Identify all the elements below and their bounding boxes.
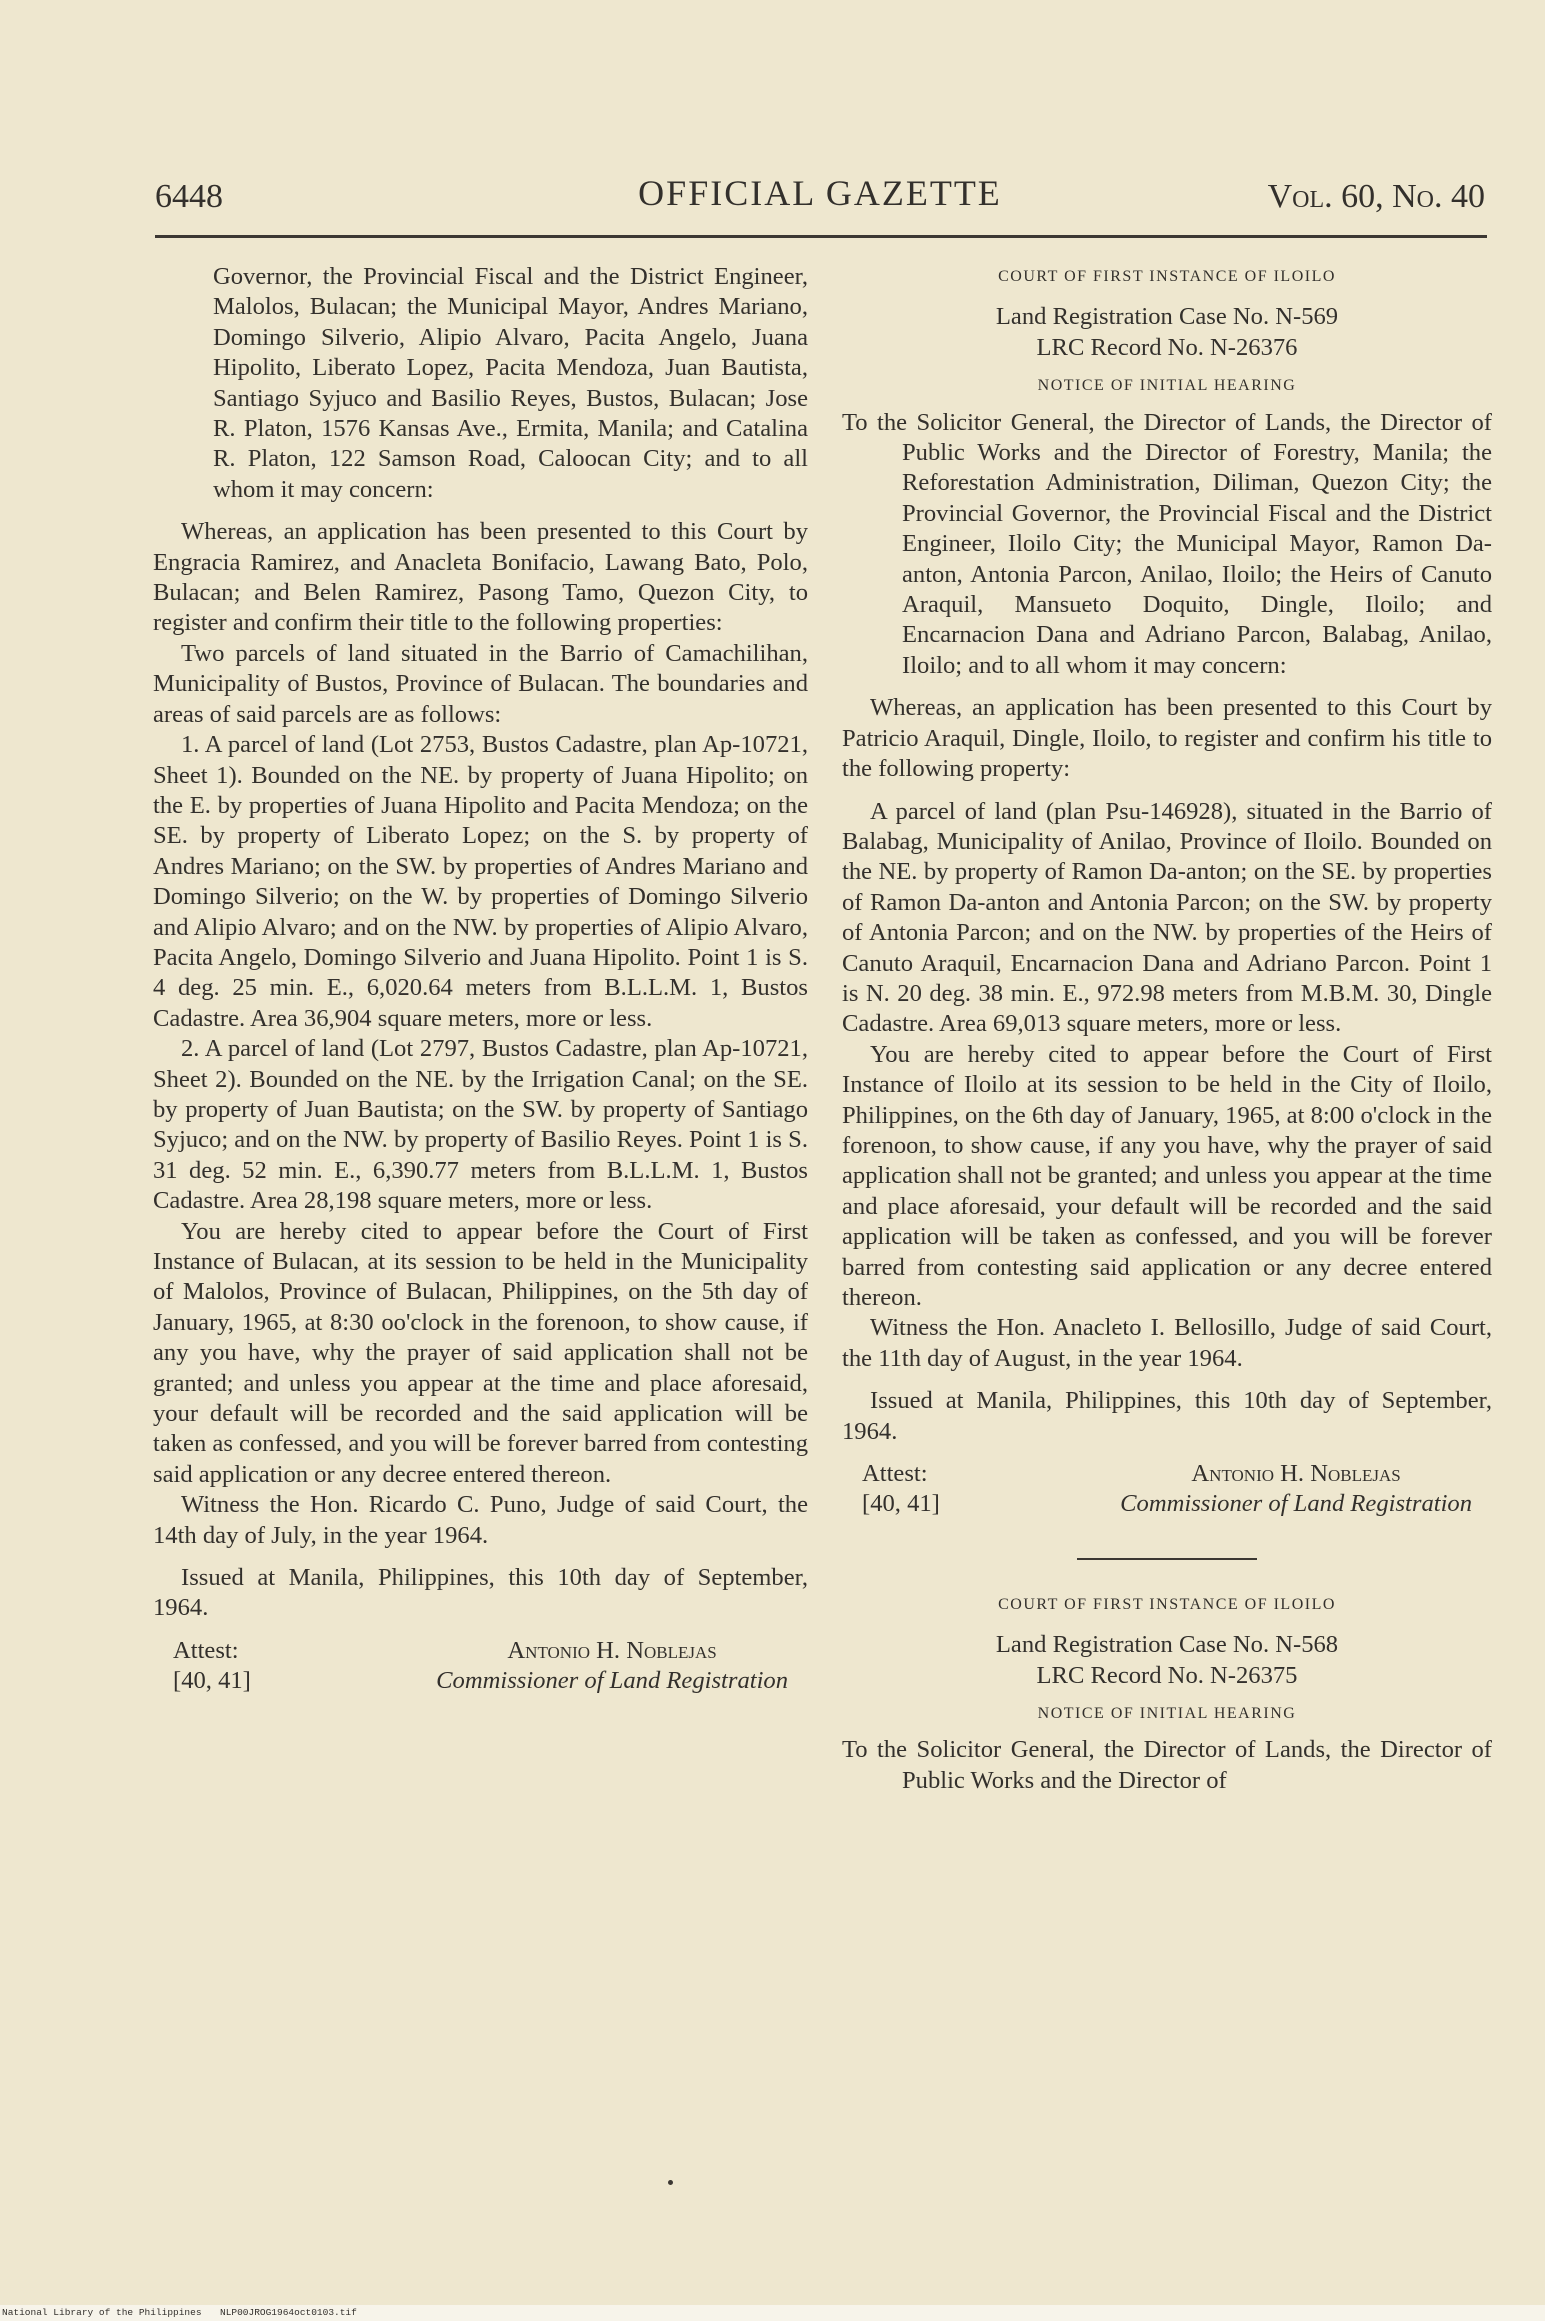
header-rule bbox=[155, 235, 1487, 238]
right-attest-block bbox=[842, 1459, 1492, 1520]
left-address: Governor, the Provincial Fiscal and the District Engineer, Malolos, Bulacan; the Municipal Mayor, Andres Mariano, Domingo Silverio, Alipio Alvaro, Pacita Angelo, Juana Hipolito, Liberato Lopez, Pacita Mendoza, Juan Bautista, Santiago Syjuco and Basilio Reyes, Bustos, Bulacan; Jose R. Platon, 1576 Kansas Ave., Ermita, Manila; and Catalina R. Platon, 122 Samson Road, Caloocan City; and to all whom it may concern: bbox=[213, 263, 808, 503]
scan-footer bbox=[0, 2305, 1545, 2321]
left-attest-ref: [40, 41] bbox=[173, 1667, 251, 1695]
left-paragraph-3: 1. A parcel of land (Lot 2753, Bustos Cadastre, plan Ap-10721, Sheet 1). Bounded on the NE. by property of Juana Hipolito; on the E. by properties of Juana Hipolito and Pacita Mendoza; on the SE. by property of Liberato Lopez; on the S. by property of Andres Mariano; on the SW. by properties of Andres Mariano and Domingo Silverio; on the W. by properties of Domingo Silverio and Alipio Alvaro; and on the NW. by properties of Alipio Alvaro, Pacita Angelo, Domingo Silverio and Juana Hipolito. Point 1 is S. 4 deg. 25 min. E., 6,020.64 meters from B.L.L.M. 1, Bustos Cadastre. Area 36,904 square meters, more or less. bbox=[153, 731, 808, 1032]
page-number: 6448 bbox=[155, 178, 223, 215]
right-notice-heading: NOTICE OF INITIAL HEARING bbox=[1037, 377, 1297, 395]
right-case-number-2: Land Registration Case No. N-568 bbox=[995, 1631, 1339, 1659]
footer-file: NLP00JROG1964oct0103.tif bbox=[220, 2307, 357, 2318]
right-notice-heading-2: NOTICE OF INITIAL HEARING bbox=[1037, 1705, 1297, 1723]
right-case-number: Land Registration Case No. N-569 bbox=[995, 303, 1339, 331]
right-address: To the Solicitor General, the Director of Lands, the Director of Public Works and the Director of Forestry, Manila; the Reforestation Administration, Diliman, Quezon City; the Provincial Governor, the Provincial Fiscal and the District Engineer, Iloilo City; the Municipal Mayor, Ramon Da-anton, Antonia Parcon, Anilao, Iloilo; the Heirs of Canuto Araquil, Mansueto Doquito, Dingle, Iloilo; and Encarnacion Dana and Adriano Parcon, Balabag, Anilao, Iloilo; and to all whom it may concern: bbox=[842, 408, 1492, 679]
page-dot bbox=[668, 2180, 673, 2185]
right-record-number-2: LRC Record No. N-26375 bbox=[1036, 1661, 1298, 1689]
right-column bbox=[842, 262, 1492, 1796]
right-paragraph-3: You are hereby cited to appear before the Court of First Instance of Iloilo at its session to be held in the City of Iloilo, Philippines, on the 6th day of January, 1965, at 8:00 o'clock in the forenoon, to show cause, if any you have, why the prayer of said application shall not be granted; and unless you appear at the time and place aforesaid, your default will be recorded and the said application will be taken as confessed, and you will be forever barred from contesting said application or any decree entered thereon. bbox=[842, 1040, 1492, 1311]
right-paragraph-5: Issued at Manila, Philippines, this 10th day of September, 1964. bbox=[842, 1387, 1492, 1445]
volume-number: Vol. 60, No. 40 bbox=[1267, 178, 1485, 215]
left-paragraph-6: Witness the Hon. Ricardo C. Puno, Judge of said Court, the 14th day of July, in the year 1964. bbox=[153, 1491, 808, 1549]
left-attest-name: Antonio H. Noblejas bbox=[507, 1636, 717, 1664]
left-paragraph-5: You are hereby cited to appear before the Court of First Instance of Bulacan, at its session to be held in the Municipality of Malolos, Province of Bulacan, Philippines, on the 5th day of January, 1965, at 8:30 oo'clock in the forenoon, to show cause, if any you have, why the prayer of said application shall not be granted; and unless you appear at the time and place aforesaid, your default will be recorded and the said application will be taken as confessed, and you will be forever barred from contesting said application or any decree entered thereon. bbox=[153, 1217, 808, 1488]
page-header bbox=[155, 172, 1485, 224]
left-paragraph-2: Two parcels of land situated in the Barrio of Camachilihan, Municipality of Bustos, Province of Bulacan. The boundaries and areas of said parcels are as follows: bbox=[153, 639, 808, 728]
left-paragraph-4: 2. A parcel of land (Lot 2797, Bustos Cadastre, plan Ap-10721, Sheet 2). Bounded on the NE. by the Irrigation Canal; on the SE. by property of Juan Bautista; on the SW. by property of Santiago Syjuco; and on the NW. by property of Basilio Reyes. Point 1 is S. 31 deg. 52 min. E., 6,390.77 meters from B.L.L.M. 1, Bustos Cadastre. Area 28,198 square meters, more or less. bbox=[153, 1035, 808, 1215]
left-attest-label: Attest: bbox=[173, 1636, 239, 1664]
left-attest-block bbox=[153, 1636, 808, 1697]
publication-title: OFFICIAL GAZETTE bbox=[638, 173, 1002, 213]
left-column bbox=[153, 262, 808, 1697]
left-paragraph-7: Issued at Manila, Philippines, this 10th day of September, 1964. bbox=[153, 1564, 808, 1622]
right-attest-name: Antonio H. Noblejas bbox=[1191, 1460, 1401, 1488]
right-court-heading-2: COURT OF FIRST INSTANCE OF ILOILO bbox=[998, 1595, 1336, 1613]
right-attest-ref: [40, 41] bbox=[862, 1490, 940, 1518]
left-attest-title: Commissioner of Land Registration bbox=[436, 1667, 788, 1695]
right-court-heading: COURT OF FIRST INSTANCE OF ILOILO bbox=[998, 268, 1336, 285]
right-paragraph-4: Witness the Hon. Anacleto I. Bellosillo, Judge of said Court, the 11th day of August, in the year 1964. bbox=[842, 1314, 1492, 1372]
right-attest-title: Commissioner of Land Registration bbox=[1120, 1490, 1472, 1518]
right-paragraph-1: Whereas, an application has been presented to this Court by Patricio Araquil, Dingle, Iloilo, to register and confirm his title to the following property: bbox=[842, 694, 1492, 783]
section-separator bbox=[1077, 1558, 1257, 1560]
right-paragraph-2: A parcel of land (plan Psu-146928), situated in the Barrio of Balabag, Municipality of Anilao, Province of Iloilo. Bounded on the NE. by property of Ramon Da-anton; on the SE. by properties of Ramon Da-anton and Antonia Parcon; on the SW. by property of Antonia Parcon; and on the NW. by properties of the Heirs of Canuto Araquil, Encarnacion Dana and Adriano Parcon. Point 1 is N. 20 deg. 38 min. E., 972.98 meters from M.B.M. 30, Dingle Cadastre. Area 69,013 square meters, more or less. bbox=[842, 797, 1492, 1038]
right-record-number: LRC Record No. N-26376 bbox=[1036, 333, 1298, 361]
footer-library: National Library of the Philippines bbox=[2, 2307, 202, 2318]
right-attest-label: Attest: bbox=[862, 1460, 928, 1488]
left-paragraph-1: Whereas, an application has been presented to this Court by Engracia Ramirez, and Anacleta Bonifacio, Lawang Bato, Polo, Bulacan; and Belen Ramirez, Pasong Tamo, Quezon City, to register and confirm their title to the following properties: bbox=[153, 518, 808, 637]
right-address-2: To the Solicitor General, the Director of Lands, the Director of Public Works and the Director of bbox=[842, 1736, 1492, 1794]
